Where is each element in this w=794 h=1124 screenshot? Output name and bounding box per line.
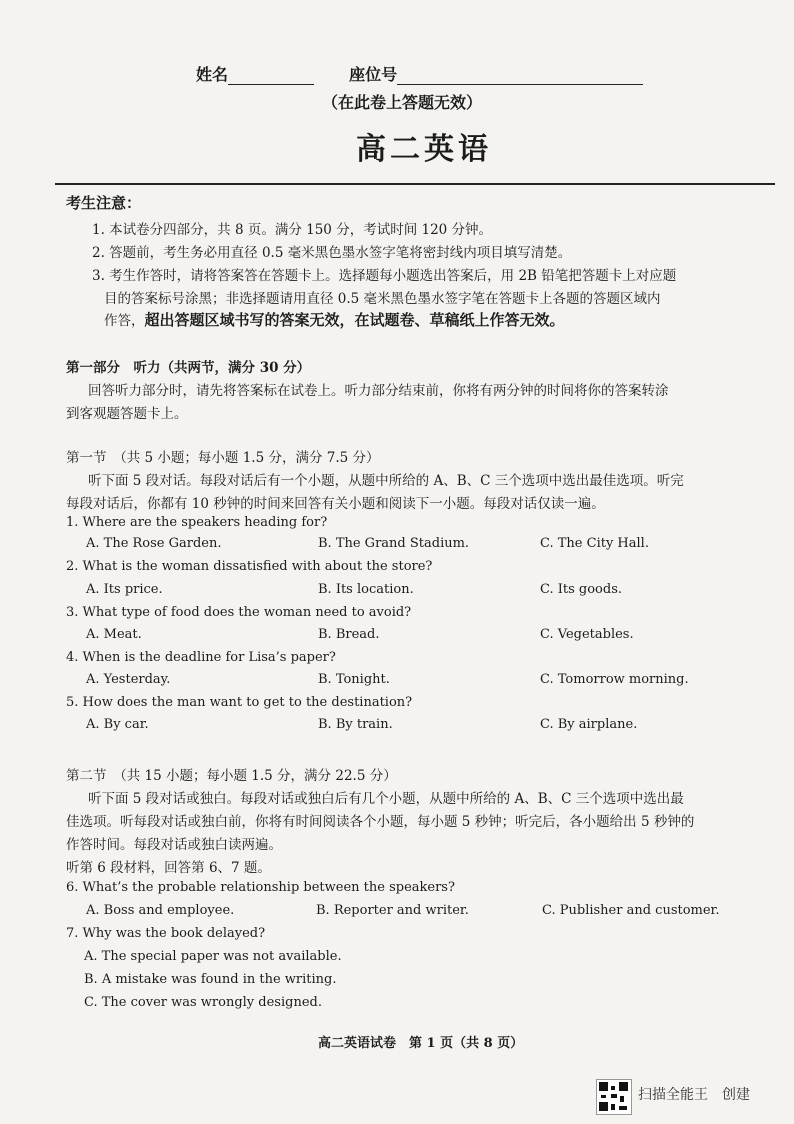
q4-option-b: B. Tonight. [318,672,390,687]
q7-option-c: C. The cover was wrongly designed. [84,995,322,1010]
part1-intro-line2: 到客观题答题卡上。 [66,406,188,422]
section1-intro-line2: 每段对话后，你都有 10 秒钟的时间来回答有关小题和阅读下一小题。每段对话仅读一遍。 [66,496,605,512]
q5-option-a: A. By car. [86,717,149,732]
question-2: 2. What is the woman dissatisfied with about the store? [66,559,433,574]
q3-option-b: B. Bread. [318,627,380,642]
notice-heading: 考生注意： [66,194,142,212]
q1-option-b: B. The Grand Stadium. [318,536,470,551]
q4-option-a: A. Yesterday. [86,672,171,687]
q1-option-c: C. The City Hall. [540,536,649,551]
page-footer: 高二英语试卷 第 1 页（共 8 页） [318,1036,524,1051]
name-blank [228,68,314,85]
q4-option-c: C. Tomorrow morning. [540,672,689,687]
section2-intro-line2: 佳选项。听每段对话或独白前，你将有时间阅读各个小题，每小题 5 秒钟；听完后，各小题给出 5 秒钟的 [66,814,695,830]
qr-code-icon [596,1079,632,1115]
q7-option-b: B. A mistake was found in the writing. [84,972,337,987]
part1-heading: 第一部分 听力（共两节，满分 30 分） [66,360,311,376]
question-3: 3. What type of food does the woman need to avoid? [66,605,412,620]
part1-intro-line1: 回答听力部分时，请先将答案标在试卷上。听力部分结束前，你将有两分钟的时间将你的答案转涂 [88,383,669,399]
q5-option-b: B. By train. [318,717,393,732]
notice-item-3-line2: 目的答案标号涂黑；非选择题请用直径 0.5 毫米黑色墨水签字笔在答题卡上各题的答题区域内 [104,291,661,307]
notice-item-2: 2. 答题前，考生务必用直径 0.5 毫米黑色墨水签字笔将密封线内项目填写清楚。 [92,245,572,261]
q3-option-a: A. Meat. [86,627,142,642]
q2-option-b: B. Its location. [318,582,414,597]
q6-option-b: B. Reporter and writer. [316,903,469,918]
q1-option-a: A. The Rose Garden. [86,536,222,551]
candidate-info-line [196,62,643,85]
invalid-note: （在此卷上答题无效） [322,93,483,112]
notice-item-3-line3 [104,309,565,330]
notice-item-3-line1: 3. 考生作答时，请将答案答在答题卡上。选择题每小题选出答案后，用 2B 铅笔把答题卡上对应题 [92,268,677,284]
section1-intro-line1: 听下面 5 段对话。每段对话后有一个小题，从题中所给的 A、B、C 三个选项中选出最佳选项。听完 [88,473,684,489]
question-1: 1. Where are the speakers heading for? [66,515,328,530]
question-4: 4. When is the deadline for Lisa’s paper? [66,650,336,665]
material-6-note: 听第 6 段材料，回答第 6、7 题。 [66,860,271,876]
section2-intro-line3: 作答时间。每段对话或独白读两遍。 [66,837,282,853]
seat-blank [397,68,643,85]
q3-option-c: C. Vegetables. [540,627,634,642]
q2-option-a: A. Its price. [86,582,163,597]
notice-item-1: 1. 本试卷分四部分，共 8 页。满分 150 分，考试时间 120 分钟。 [92,222,493,238]
q6-option-a: A. Boss and employee. [86,903,235,918]
q6-option-c: C. Publisher and customer. [542,903,720,918]
name-label: 姓名 [196,65,229,84]
notice-item-3-bold: 超出答题区域书写的答案无效，在试题卷、草稿纸上作答无效。 [144,311,565,329]
title-divider [55,183,775,185]
section2-heading: 第二节 （共 15 小题；每小题 1.5 分，满分 22.5 分） [66,768,397,784]
seat-label: 座位号 [349,65,398,84]
q2-option-c: C. Its goods. [540,582,623,597]
question-7: 7. Why was the book delayed? [66,926,266,941]
notice-item-3-prefix: 作答， [104,313,145,329]
section1-heading: 第一节 （共 5 小题；每小题 1.5 分，满分 7.5 分） [66,450,380,466]
q7-option-a: A. The special paper was not available. [84,949,342,964]
question-6: 6. What’s the probable relationship between the speakers? [66,880,455,895]
page-title: 高二英语 [356,132,492,167]
question-5: 5. How does the man want to get to the destination? [66,695,413,710]
scanner-watermark: 扫描全能王 创建 [638,1087,750,1103]
q5-option-c: C. By airplane. [540,717,638,732]
section2-intro-line1: 听下面 5 段对话或独白。每段对话或独白后有几个小题，从题中所给的 A、B、C 三个选项中选出最 [88,791,684,807]
